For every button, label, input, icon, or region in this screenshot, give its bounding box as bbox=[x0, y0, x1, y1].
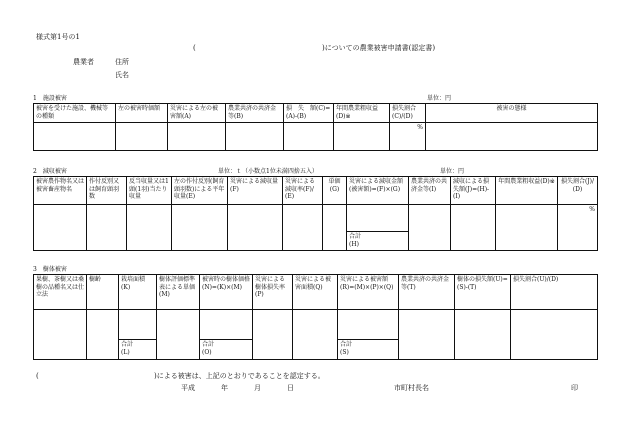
s1-header-insurance-b: 農業共済の共済金等(B) bbox=[226, 104, 284, 123]
section2-unit-note: 単位：ｔ（小数点1位未満四捨五入） bbox=[218, 168, 318, 175]
s2-header-reduction-f: 災害による減収量(F) bbox=[228, 177, 283, 205]
s3-cell[interactable] bbox=[399, 310, 455, 360]
address-label: 住所 bbox=[115, 58, 129, 66]
s3-header-area-k: 栽培面積(K) bbox=[119, 275, 157, 310]
s3-cell[interactable] bbox=[34, 310, 87, 360]
s2-cell[interactable] bbox=[228, 205, 283, 251]
total-label: 合計 bbox=[202, 341, 215, 348]
s3-cell[interactable] bbox=[157, 310, 200, 360]
s2-header-loss-j: 減収による損失額(J)=(H)-(I) bbox=[451, 177, 496, 205]
total-label: 合計 bbox=[349, 233, 362, 240]
total-sub-h: (H) bbox=[349, 240, 359, 248]
s3-cell[interactable] bbox=[200, 310, 253, 340]
s2-header-yield: 反当収量又は1頭(1羽)当たり収量 bbox=[127, 177, 172, 205]
certification-statement: )による被害は、上記のとおりであることを認定する。 bbox=[154, 372, 325, 380]
s2-header-reduction-amount: 災害による減収金額(被害額)=(F)×(G) bbox=[347, 177, 409, 205]
form-number: 様式第1号の1 bbox=[36, 33, 80, 41]
date-era: 平成 bbox=[181, 384, 195, 392]
s3-header-damage-r: 災害による被害額(R)=(M)×(P)×(Q) bbox=[338, 275, 399, 310]
date-day: 日 bbox=[287, 384, 294, 392]
s2-cell[interactable] bbox=[34, 205, 87, 251]
s2-cell[interactable] bbox=[127, 205, 172, 251]
date-month: 月 bbox=[254, 384, 261, 392]
s3-header-damaged-area-q: 災害による被害面積(Q) bbox=[293, 275, 338, 310]
s3-cell[interactable] bbox=[119, 310, 157, 340]
s1-header-income-d: 年間農業粗収益(D)※ bbox=[334, 104, 390, 123]
cert-open-paren: ( bbox=[36, 372, 39, 380]
tree-damage-table bbox=[33, 274, 598, 360]
s3-total-o-cell[interactable] bbox=[200, 340, 253, 360]
s2-cell[interactable] bbox=[283, 205, 323, 251]
s3-header-variety: 果樹、茶樹又は桑樹の品種名又は仕立法 bbox=[34, 275, 87, 310]
s3-header-tree-loss-u: 樹体の損失額(U)=(S)-(T) bbox=[455, 275, 511, 310]
s1-header-facility-type: 被害を受けた施設、機械等の種類 bbox=[34, 104, 116, 123]
s1-cell[interactable] bbox=[334, 123, 390, 151]
s2-header-income-d: 年間農業粗収益(D)※ bbox=[496, 177, 558, 205]
s3-cell[interactable] bbox=[455, 310, 511, 360]
s3-header-insurance-t: 農業共済の共済金等(T) bbox=[399, 275, 455, 310]
s2-header-loss-ratio: 損失割合(J)/(D) bbox=[558, 177, 598, 205]
s1-header-loss-ratio: 損失割合(C)/(D) bbox=[390, 104, 426, 123]
s3-cell[interactable] bbox=[87, 310, 119, 360]
date-year: 年 bbox=[221, 384, 228, 392]
s3-header-unit-price-m: 樹体評価標準表による単価(M) bbox=[157, 275, 200, 310]
facility-damage-table bbox=[33, 103, 598, 151]
s1-header-value: 左の被害時価額 bbox=[116, 104, 168, 123]
s2-total-h-cell[interactable] bbox=[347, 232, 409, 251]
mayor-name-label: 市町村長名 bbox=[394, 384, 429, 392]
s2-header-reduction-rate: 災害による減収率(F)/(E) bbox=[283, 177, 323, 205]
total-sub-l: (L) bbox=[121, 348, 130, 356]
s1-cell[interactable] bbox=[226, 123, 284, 151]
total-label: 合計 bbox=[340, 341, 353, 348]
applicant-label: 農業者 bbox=[73, 58, 94, 66]
percent-sign: % bbox=[589, 206, 595, 213]
percent-sign: % bbox=[417, 124, 423, 131]
s2-cell[interactable] bbox=[347, 205, 409, 232]
total-label: 合計 bbox=[121, 341, 134, 348]
s1-cell[interactable] bbox=[426, 123, 598, 151]
document-title: )についての農業被害申請書(認定書) bbox=[322, 44, 436, 52]
s2-cell[interactable] bbox=[323, 205, 347, 251]
s2-cell[interactable] bbox=[496, 205, 558, 251]
name-label: 氏名 bbox=[115, 71, 129, 79]
s2-loss-ratio-cell[interactable] bbox=[558, 205, 598, 251]
s3-header-loss-rate-p: 災害による樹体損失率(P) bbox=[253, 275, 293, 310]
s3-total-l-cell[interactable] bbox=[119, 340, 157, 360]
s2-header-insurance-i: 農業共済の共済金等(I) bbox=[409, 177, 451, 205]
s2-header-unit-price-g: 単価(G) bbox=[323, 177, 347, 205]
section1-unit: 単位：円 bbox=[427, 95, 452, 102]
s2-cell[interactable] bbox=[87, 205, 127, 251]
s3-cell[interactable] bbox=[253, 310, 293, 360]
total-sub-o: (O) bbox=[202, 348, 212, 356]
s1-loss-ratio-cell[interactable] bbox=[390, 123, 426, 151]
s3-header-loss-ratio: 損失割合(U)/(D) bbox=[511, 275, 598, 310]
section1-heading: 1 施設被害 bbox=[33, 95, 67, 102]
s2-cell[interactable] bbox=[409, 205, 451, 251]
s1-header-loss-c: 損 失 額(C)=(A)-(B) bbox=[284, 104, 334, 123]
section2-heading: 2 減収被害 bbox=[33, 168, 67, 175]
total-sub-s: (S) bbox=[340, 348, 349, 356]
s2-header-crop-name: 被害農作物名又は被害畜産物名 bbox=[34, 177, 87, 205]
s1-header-damage-a: 災害による左の被害額(A) bbox=[168, 104, 226, 123]
s3-header-tree-age: 樹齢 bbox=[87, 275, 119, 310]
s3-total-s-cell[interactable] bbox=[338, 340, 399, 360]
s3-cell[interactable] bbox=[511, 310, 598, 360]
section3-heading: 3 樹体被害 bbox=[33, 266, 67, 273]
crop-loss-table bbox=[33, 176, 598, 251]
s3-cell[interactable] bbox=[293, 310, 338, 360]
s2-cell[interactable] bbox=[451, 205, 496, 251]
s2-cell[interactable] bbox=[172, 205, 228, 251]
s1-cell[interactable] bbox=[34, 123, 116, 151]
s3-header-tree-value-n: 被害時の樹体価格(N)=(K)×(M) bbox=[200, 275, 253, 310]
s1-cell[interactable] bbox=[284, 123, 334, 151]
s1-cell[interactable] bbox=[116, 123, 168, 151]
s1-cell[interactable] bbox=[168, 123, 226, 151]
s1-header-damage-mode: 被害の態様 bbox=[426, 104, 598, 123]
section2-unit: 単位：円 bbox=[440, 168, 465, 175]
s2-header-normal-yield-e: 左の作付反別(飼育頭羽数)による平年収量(E) bbox=[172, 177, 228, 205]
seal-mark: 印 bbox=[571, 384, 578, 392]
s3-cell[interactable] bbox=[338, 310, 399, 340]
s2-header-area: 作付反別又は飼育頭羽数 bbox=[87, 177, 127, 205]
title-open-paren: ( bbox=[193, 44, 196, 52]
